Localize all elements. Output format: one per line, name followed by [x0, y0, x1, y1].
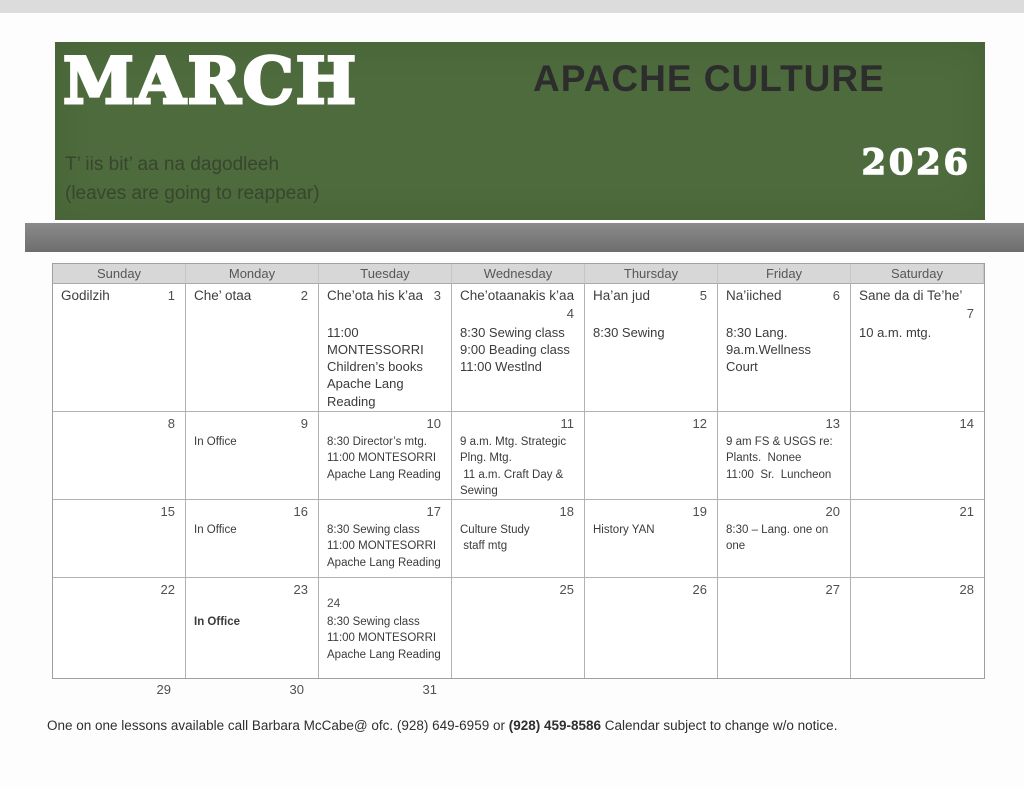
- scan-edge-strip: [0, 0, 1024, 13]
- subtitle-apache-phrase: T’ iis bit’ aa na dagodleeh: [65, 154, 280, 175]
- trailing-day-numbers: [52, 682, 451, 697]
- day-name-label: Na’iiched: [726, 288, 782, 303]
- day-name-label: Godilzih: [61, 288, 110, 303]
- day-header-saturday: Saturday: [851, 264, 984, 284]
- day-cell-13: [718, 412, 851, 500]
- day-header-friday: Friday: [718, 264, 851, 284]
- cell-head: [593, 286, 709, 303]
- day-number: 12: [692, 416, 707, 431]
- calendar-grid: [52, 263, 985, 679]
- event-entry: 8:30 Sewing class: [327, 524, 420, 536]
- day-number: 13: [825, 416, 840, 431]
- event-list: [194, 522, 315, 538]
- day-header-thursday: Thursday: [585, 264, 718, 284]
- day-cell-16: [186, 500, 319, 578]
- event-entry: 8:30 Lang.: [726, 325, 788, 340]
- day-header-sunday: Sunday: [53, 264, 186, 284]
- event-entry: Culture Study: [460, 524, 530, 536]
- event-list: [460, 324, 581, 375]
- event-list: [460, 434, 581, 499]
- event-entry: 9 am FS & USGS re:: [726, 436, 833, 448]
- day-cell-27: [718, 578, 851, 678]
- day-cell-9: [186, 412, 319, 500]
- day-cell-14: [851, 412, 984, 500]
- event-list: [327, 614, 448, 663]
- event-entry: 11:00 Westlnd: [460, 359, 542, 375]
- event-entry: Plng. Mtg.: [460, 452, 512, 465]
- day-number: 4: [566, 306, 574, 321]
- day-number: 10: [426, 416, 441, 431]
- day-number: 15: [160, 504, 175, 519]
- event-entry: 10 a.m. mtg.: [859, 325, 932, 340]
- day-cell-6: [718, 284, 851, 412]
- event-entry: 9:00 Beading class: [460, 342, 570, 358]
- day-number: 17: [426, 504, 441, 519]
- event-entry: MONTESSORRI: [327, 342, 424, 358]
- day-number: 21: [959, 504, 974, 519]
- day-number: 23: [293, 582, 308, 597]
- subtitle-translation: (leaves are going to reappear): [65, 183, 320, 205]
- day-cell-1: [53, 284, 186, 412]
- day-number: 8: [167, 416, 175, 431]
- footer-phone: (928) 459-8586: [508, 718, 602, 733]
- event-list: [726, 434, 847, 483]
- event-entry: 8:30 Sewing class: [327, 616, 420, 628]
- day-number: 16: [293, 504, 308, 519]
- month-banner: [55, 42, 985, 220]
- event-list: [593, 324, 714, 341]
- day-number: 22: [160, 582, 175, 597]
- day-number: 19: [692, 504, 707, 519]
- event-entry: Sewing: [460, 484, 498, 497]
- day-cell-18: [452, 500, 585, 578]
- cell-head: [460, 286, 576, 303]
- day-cell-28: [851, 578, 984, 678]
- day-number: 7: [966, 306, 974, 321]
- event-list: [859, 324, 981, 341]
- cell-head: [726, 286, 842, 303]
- day-cell-3: [319, 284, 452, 412]
- day-cell-17: [319, 500, 452, 578]
- event-entry: 11:00: [327, 325, 359, 340]
- culture-title: APACHE CULTURE: [533, 58, 885, 99]
- day-cell-24: [319, 578, 452, 678]
- banner-subtitle: [65, 150, 320, 209]
- event-entry: In Office: [194, 616, 241, 628]
- event-entry: Plants. Nonee: [726, 452, 802, 465]
- day-cell-7: [851, 284, 984, 412]
- cell-head: [859, 286, 976, 303]
- day-number: 20: [825, 504, 840, 519]
- event-entry: 11:00 MONTESORRI: [327, 452, 437, 465]
- day-cell-21: [851, 500, 984, 578]
- event-list: [460, 522, 581, 555]
- event-entry: History YAN: [593, 524, 655, 536]
- event-entry: 11:00 MONTESORRI: [327, 632, 437, 645]
- day-name-label: Che’ota his k’aa: [327, 288, 424, 303]
- day-cell-22: [53, 578, 186, 678]
- year-label: 2026: [861, 142, 971, 183]
- day-number: 25: [559, 582, 574, 597]
- event-entry: Court: [726, 359, 758, 375]
- day-cell-23: [186, 578, 319, 678]
- event-entry: 8:30 – Lang. one on one: [726, 524, 832, 553]
- event-entry: 11 a.m. Craft Day &: [460, 468, 564, 481]
- day-number: 6: [832, 288, 840, 303]
- event-list: [194, 614, 315, 630]
- event-entry: In Office: [194, 524, 237, 536]
- trailing-day-number: 29: [156, 682, 171, 697]
- event-entry: 8:30 Director’s mtg.: [327, 436, 427, 448]
- day-number: 24: [327, 596, 341, 610]
- day-number: 26: [692, 582, 707, 597]
- event-entry: staff mtg: [460, 540, 508, 553]
- day-number: 5: [699, 288, 707, 303]
- day-cell-19: [585, 500, 718, 578]
- day-cell-25: [452, 578, 585, 678]
- cell-head: [194, 286, 310, 303]
- day-name-label: Che’otaanakis k’aa: [460, 288, 575, 303]
- footer-note: [47, 718, 837, 733]
- cell-head: [61, 286, 177, 303]
- day-number: 9: [300, 416, 308, 431]
- day-cell-4: [452, 284, 585, 412]
- day-header-monday: Monday: [186, 264, 319, 284]
- day-cell-20: [718, 500, 851, 578]
- event-entry: 11:00 MONTESORRI: [327, 540, 437, 553]
- event-entry: 8:30 Sewing: [593, 325, 665, 340]
- event-entry: Children’s books: [327, 359, 423, 375]
- event-list: [726, 324, 847, 375]
- event-list: [593, 522, 714, 538]
- event-entry: 9 a.m. Mtg. Strategic: [460, 436, 567, 448]
- trailing-day-number: 30: [289, 682, 304, 697]
- day-name-label: Ha’an jud: [593, 288, 651, 303]
- day-cell-2: [186, 284, 319, 412]
- event-list: [726, 522, 847, 555]
- day-number: 27: [825, 582, 840, 597]
- event-entry: Apache Lang Reading: [327, 648, 441, 661]
- day-cell-15: [53, 500, 186, 578]
- day-number: 18: [559, 504, 574, 519]
- day-cell-5: [585, 284, 718, 412]
- event-entry: Apache Lang Reading: [327, 556, 441, 569]
- day-number: 14: [959, 416, 974, 431]
- event-list: [327, 324, 448, 410]
- day-cell-10: [319, 412, 452, 500]
- day-cell-26: [585, 578, 718, 678]
- day-name-label: Sane da di Te’he’: [859, 288, 963, 303]
- event-entry: Apache Lang: [327, 376, 404, 392]
- event-list: [327, 522, 448, 571]
- day-header-wednesday: Wednesday: [452, 264, 585, 284]
- day-number: 1: [167, 288, 175, 303]
- day-number: 2: [300, 288, 308, 303]
- event-entry: Apache Lang Reading: [327, 468, 441, 481]
- day-number: 3: [433, 288, 441, 303]
- day-cell-11: [452, 412, 585, 500]
- cell-head: [327, 286, 443, 303]
- trailing-day-number: 31: [422, 682, 437, 697]
- day-cell-12: [585, 412, 718, 500]
- day-cell-8: [53, 412, 186, 500]
- event-list: [194, 434, 315, 450]
- day-name-label: Che’ otaa: [194, 288, 252, 303]
- day-header-tuesday: Tuesday: [319, 264, 452, 284]
- footer-text: One on one lessons available call Barbara McCabe@ ofc. (928) 649-6959 or: [47, 718, 509, 733]
- divider-bar: [25, 223, 1024, 252]
- event-entry: 9a.m.Wellness: [726, 342, 812, 358]
- event-entry: 11:00 Sr. Luncheon: [726, 468, 832, 481]
- month-title: MARCH: [63, 44, 359, 119]
- day-number: 28: [959, 582, 974, 597]
- footer-text-2: Calendar subject to change w/o notice.: [601, 718, 838, 733]
- event-entry: In Office: [194, 436, 237, 448]
- event-entry: 8:30 Sewing class: [460, 325, 565, 340]
- day-number: 11: [560, 416, 574, 431]
- event-entry: Reading: [327, 393, 376, 409]
- event-list: [327, 434, 448, 483]
